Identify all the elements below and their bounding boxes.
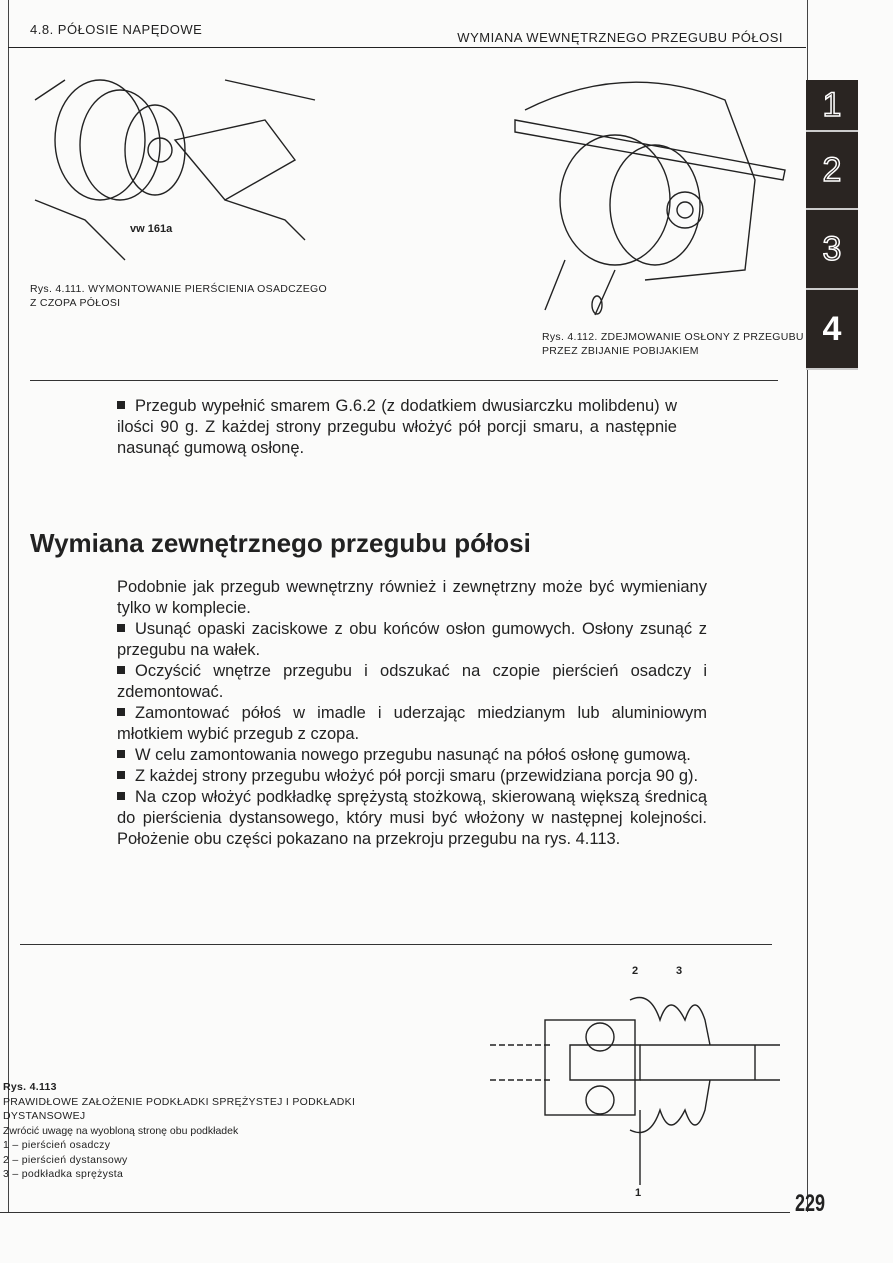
- chapter-tab-4[interactable]: 4: [806, 290, 858, 370]
- callout-label: 2: [632, 965, 639, 977]
- bullet-icon: [117, 666, 125, 674]
- figure-4-113-caption: Rys. 4.113 PRAWIDŁOWE ZAŁOŻENIE PODKŁADKI SPRĘŻYSTEJ I PODKŁADKI DYSTANSOWEJ Zwrócić uwagę na wyobloną stronę obu podkładek 1 – pierścień osadczy 2 – pierścień dystansowy 3 – podkładka sprężysta: [3, 1081, 356, 1180]
- figure-4-113-cross-section: [490, 960, 780, 1200]
- step-item: W celu zamontowania nowego przegubu nasunąć na półoś osłonę gumową.: [117, 745, 707, 766]
- procedure-text: [117, 577, 707, 850]
- header-divider: [8, 47, 806, 48]
- chapter-tab-3[interactable]: 3: [806, 210, 858, 290]
- lead-paragraph: Podobnie jak przegub wewnętrzny również i zewnętrzny może być wymieniany tylko w komplecie.: [117, 578, 707, 617]
- section-heading: Wymiana zewnętrznego przegubu półosi: [30, 528, 531, 558]
- bullet-icon: [117, 401, 125, 409]
- section-divider: [30, 380, 778, 381]
- chapter-tab-1[interactable]: 1: [806, 80, 858, 132]
- figure-label: vw 161a: [130, 223, 173, 235]
- section-header: 4.8. PÓŁOSIE NAPĘDOWE: [30, 22, 203, 37]
- step-item: Zamontować półoś w imadle i uderzając miedzianym lub aluminiowym młotkiem wybić przegub z czopa.: [117, 704, 707, 743]
- figure-4-112-illustration: [505, 70, 790, 320]
- step-item: Oczyścić wnętrze przegubu i odszukać na czopie pierścień osadczy i zdemontować.: [117, 662, 707, 701]
- figure-caption: Rys. 4.111. WYMONTOWANIE PIERŚCIENIA OSADCZEGO Z CZOPA PÓŁOSI: [30, 283, 327, 309]
- callout-label: 1: [635, 1187, 642, 1199]
- callout-label: 3: [676, 965, 683, 977]
- bullet-icon: [117, 708, 125, 716]
- figure-4-111-illustration: [25, 60, 325, 270]
- page-title: WYMIANA WEWNĘTRZNEGO PRZEGUBU PÓŁOSI: [457, 30, 783, 45]
- legend-item: 2 – pierścień dystansowy: [3, 1153, 128, 1166]
- step-item: Usunąć opaski zaciskowe z obu końców osłon gumowych. Osłony zsunąć z przegubu na wałek.: [117, 620, 707, 659]
- section-divider: [20, 944, 772, 945]
- bullet-icon: [117, 792, 125, 800]
- bullet-icon: [117, 624, 125, 632]
- bullet-icon: [117, 750, 125, 758]
- legend-item: 3 – podkładka sprężysta: [3, 1168, 124, 1180]
- step-item: Na czop włożyć podkładkę sprężystą stożkową, skierowaną większą średnicą do pierścienia dystansowego, który musi być włożony w następnej kolejności. Położenie obu części pokazano na przekroju przegubu na rys. 4.113.: [117, 788, 707, 848]
- figure-caption: Rys. 4.112. ZDEJMOWANIE OSŁONY Z PRZEGUBU PRZEZ ZBIJANIE POBIJAKIEM: [542, 331, 804, 357]
- footer-divider: [0, 1212, 790, 1213]
- bullet-icon: [117, 771, 125, 779]
- page-number: 229: [795, 1190, 826, 1217]
- chapter-tab-2[interactable]: 2: [806, 132, 858, 210]
- intro-paragraph: Przegub wypełnić smarem G.6.2 (z dodatkiem dwusiarczku molibdenu) w ilości 90 g. Z każdej strony przegubu włożyć pół porcji smaru, a następnie nasunąć gumową osłonę.: [117, 397, 677, 457]
- legend-item: 1 – pierścień osadczy: [3, 1139, 111, 1151]
- step-item: Z każdej strony przegubu włożyć pół porcji smaru (przewidziana porcja 90 g).: [117, 766, 707, 787]
